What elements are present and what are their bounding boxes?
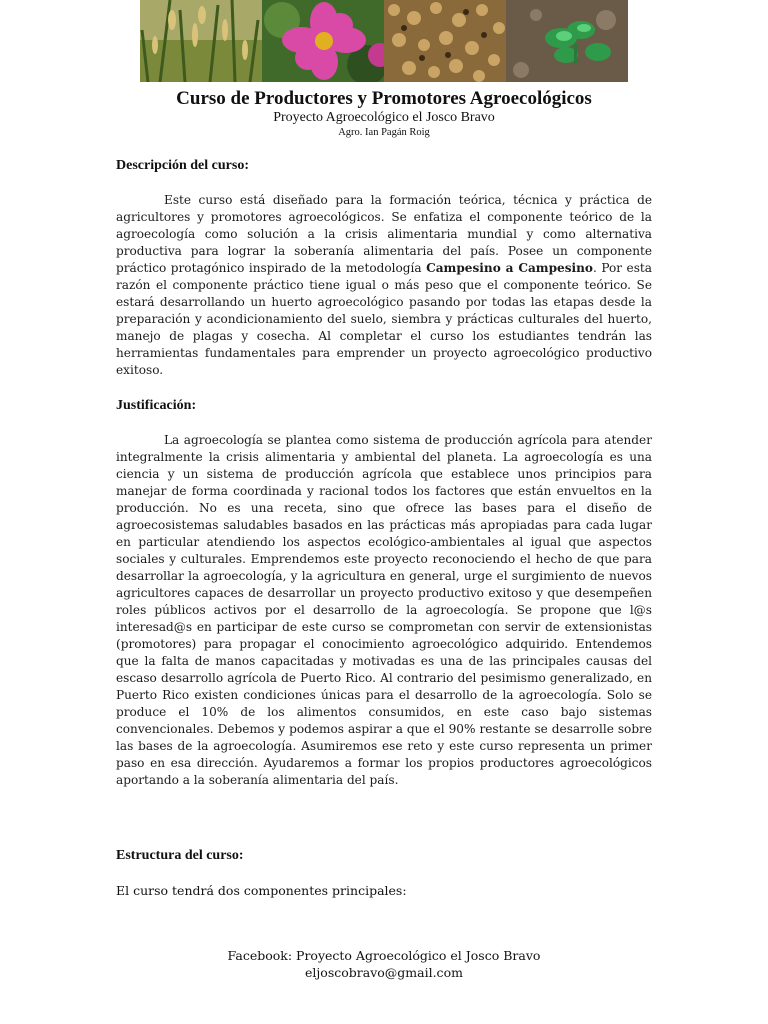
page-title: Curso de Productores y Promotores Agroecológicos [176, 88, 592, 109]
justification-heading: Justificación: [116, 398, 197, 413]
description-bold-text: Campesino a Campesino [426, 261, 593, 275]
structure-heading: Estructura del curso: [116, 848, 244, 863]
rice-plants-image [140, 0, 262, 82]
structure-text: El curso tendrá dos componentes principales: [116, 883, 407, 898]
description-heading: Descripción del curso: [116, 158, 249, 173]
description-paragraph [116, 192, 652, 379]
author-line: Agro. Ian Pagán Roig [338, 127, 430, 138]
bees-on-honeycomb-image [384, 0, 506, 82]
header-banner [140, 0, 628, 82]
seedling-in-soil-image [506, 0, 628, 82]
project-subtitle: Proyecto Agroecológico el Josco Bravo [273, 110, 495, 125]
justification-paragraph: La agroecología se plantea como sistema de producción agrícola para atender integralmente la crisis alimentaria y ambiental del planeta. La agroecología es una ciencia y un sistema de producción agrícola que establece unos principios para manejar de forma coordinada y racional todos los factores que están envueltos en la producción. No es una receta, sino que ofrece las bases para el diseño de agroecosistemas saludables basados en las prácticas más apropiadas para cada lugar en particular atendiendo los aspectos ecológico-ambientales al igual que aspectos sociales y culturales. Emprendemos este proyecto reconociendo el hecho de que para desarrollar la agroecología, y la agricultura en general, urge el surgimiento de nuevos agricultores capaces de desarrollar un proyecto productivo exitoso y que desempeñen roles públicos activos por el desarrollo de la agroecología. Se propone que l@s interesad@s en participar de este curso se comprometan con servir de extensionistas (promotores) para propagar el conocimiento agroecológico adquirido. Entendemos que la falta de manos capacitadas y motivadas es una de las principales causas del escaso desarrollo agrícola de Puerto Rico. Al contrario del pesimismo generalizado, en Puerto Rico existen condiciones únicas para el desarrollo de la agroecología. Solo se produce el 10% de los alimentos consumidos, en este caso bajo sistemas convencionales. Debemos y podemos aspirar a que el 90% restante se desarrolle sobre las bases de la agroecología. Asumiremos ese reto y este curso representa un primer paso en esa dirección. Ayudaremos a formar los propios productores agroecológicos aportando a la soberanía alimentaria del país. [116, 433, 652, 787]
description-text-end: . Por esta razón el componente práctico tiene igual o más peso que el componente teórico. Se estará desarrollando un huerto agroecológico pasando por todas las etapas desde la preparación y acondicionamiento del suelo, siembra y prácticas culturales del huerto, manejo de plagas y cosecha. Al completar el curso los estudiantes tendrán las herramientas fundamentales para emprender un proyecto agroecológico productivo exitoso. [116, 261, 652, 377]
pink-cosmos-flower-image [262, 0, 384, 82]
description-text-start: Este curso está diseñado para la formación teórica, técnica y práctica de agricultores y promotores agroecológicos. Se enfatiza el componente teórico de la agroecología como solución a la crisis alimentaria mundial y como alternativa productiva para lograr la soberanía alimentaria del país. Posee un componente práctico protagónico inspirado de la metodología [116, 193, 652, 275]
footer-facebook: Facebook: Proyecto Agroecológico el Josco Bravo [227, 948, 541, 963]
footer-email: eljoscobravo@gmail.com [305, 965, 463, 980]
